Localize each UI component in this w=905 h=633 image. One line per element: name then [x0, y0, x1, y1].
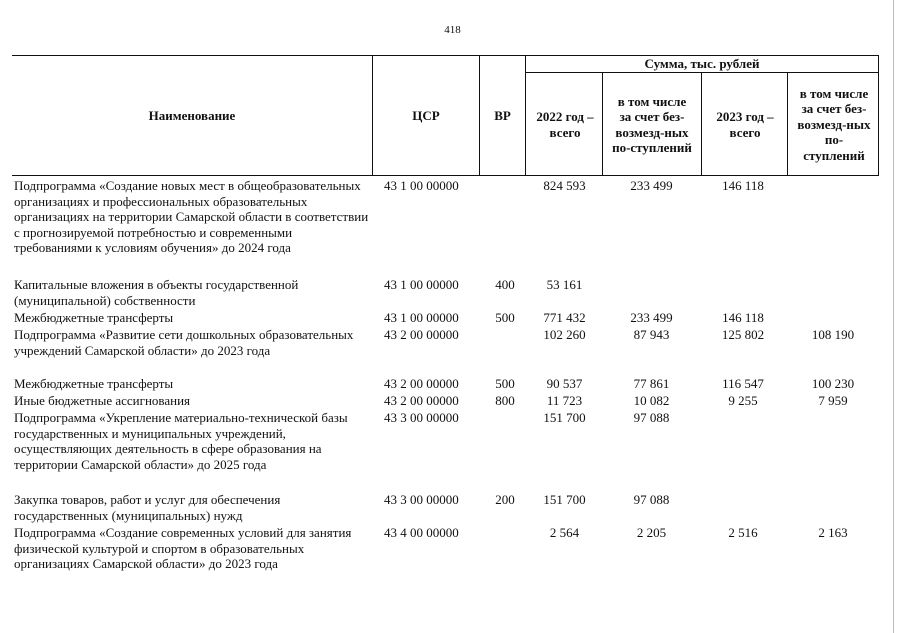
- row-name: Подпрограмма «Создание современных условий для занятия физической культурой и спортом в образовательных организациях Самарской области» до 2023 года: [14, 525, 352, 572]
- page-number: 418: [444, 24, 461, 36]
- row-2023-total: 146 118: [722, 178, 764, 193]
- row-name: Капитальные вложения в объекты государственной (муниципальной) собственности: [14, 277, 299, 308]
- row-vr: 200: [495, 492, 515, 507]
- row-2023-gratis: 2 163: [818, 525, 848, 540]
- row-2022-total: 151 700: [543, 492, 586, 507]
- row-2022-total: 102 260: [543, 327, 586, 342]
- header-2022-total: 2022 год – всего: [536, 109, 594, 140]
- row-2022-gratis: 97 088: [633, 492, 670, 507]
- row-2023-gratis: 7 959: [818, 393, 848, 408]
- row-vr: 800: [495, 393, 515, 408]
- row-2022-gratis: 233 499: [630, 310, 673, 325]
- header-2022-gratis: в том числе за счет без-возмезд-ных по-ступлений: [612, 93, 692, 155]
- row-2023-gratis: 100 230: [811, 376, 855, 391]
- col-divider: [602, 72, 603, 176]
- row-2023-total: 146 118: [722, 310, 764, 325]
- header-csr: ЦСР: [412, 107, 440, 123]
- row-vr: 500: [495, 376, 515, 391]
- row-2022-total: 2 564: [549, 525, 580, 540]
- col-divider: [525, 55, 526, 176]
- row-2023-total: 2 516: [728, 525, 758, 540]
- row-csr: 43 4 00 00000: [384, 525, 459, 540]
- row-vr: 400: [495, 277, 515, 292]
- row-vr: 500: [495, 310, 515, 325]
- row-2023-total: 9 255: [728, 393, 758, 408]
- row-2022-total: 11 723: [546, 393, 583, 408]
- row-2022-total: 151 700: [543, 410, 586, 425]
- row-2022-gratis: 10 082: [633, 393, 670, 408]
- row-2022-gratis: 2 205: [636, 525, 667, 540]
- row-2022-gratis: 87 943: [633, 327, 670, 342]
- row-csr: 43 3 00 00000: [384, 492, 459, 507]
- row-csr: 43 1 00 00000: [384, 277, 459, 292]
- row-2023-total: 116 547: [722, 376, 764, 391]
- row-csr: 43 1 00 00000: [384, 310, 459, 325]
- row-2022-gratis: 233 499: [630, 178, 673, 193]
- row-name: Подпрограмма «Развитие сети дошкольных образовательных учреждений Самарской области» до 2023 года: [14, 327, 354, 358]
- header-2023-gratis: в том числе за счет без-возмезд-ных по-ступлений: [797, 85, 871, 163]
- row-2022-total: 771 432: [543, 310, 586, 325]
- header-vr: ВР: [494, 107, 511, 123]
- row-2023-gratis: 108 190: [811, 327, 855, 342]
- header-sum-group: Сумма, тыс. рублей: [644, 55, 760, 71]
- row-name: Подпрограмма «Укрепление материально-технической базы государственных и муниципальных учреждений, осуществляющих деятельность в сфере образования на территории Самарской области» до 2025 года: [14, 410, 348, 472]
- row-2023-total: 125 802: [721, 327, 765, 342]
- row-csr: 43 3 00 00000: [384, 410, 459, 425]
- row-2022-total: 53 161: [546, 277, 583, 292]
- header-2023-total: 2023 год – всего: [716, 109, 774, 140]
- table-header: [12, 55, 878, 176]
- row-name: Подпрограмма «Создание новых мест в общеобразовательных организациях и профессиональных образовательных организациях на территории Самарской области в соответствии с прогнозируемой потребностью и современными требованиями к условиям обучения» до 2024 года: [14, 178, 369, 256]
- col-divider: [878, 55, 879, 176]
- header-name: Наименование: [148, 107, 236, 123]
- row-2022-total: 824 593: [543, 178, 586, 193]
- row-name: Закупка товаров, работ и услуг для обеспечения государственных (муниципальных) нужд: [14, 492, 281, 523]
- row-name: Межбюджетные трансферты: [14, 310, 174, 325]
- col-divider: [701, 72, 702, 176]
- row-csr: 43 2 00 00000: [384, 393, 459, 408]
- row-2022-total: 90 537: [546, 376, 583, 391]
- row-2022-gratis: 97 088: [633, 410, 670, 425]
- row-csr: 43 1 00 00000: [384, 178, 459, 193]
- row-csr: 43 2 00 00000: [384, 327, 459, 342]
- page-edge-line: [893, 0, 894, 633]
- col-divider: [787, 72, 788, 176]
- row-csr: 43 2 00 00000: [384, 376, 459, 391]
- row-name: Иные бюджетные ассигнования: [14, 393, 191, 408]
- row-2022-gratis: 77 861: [633, 376, 670, 391]
- row-name: Межбюджетные трансферты: [14, 376, 174, 391]
